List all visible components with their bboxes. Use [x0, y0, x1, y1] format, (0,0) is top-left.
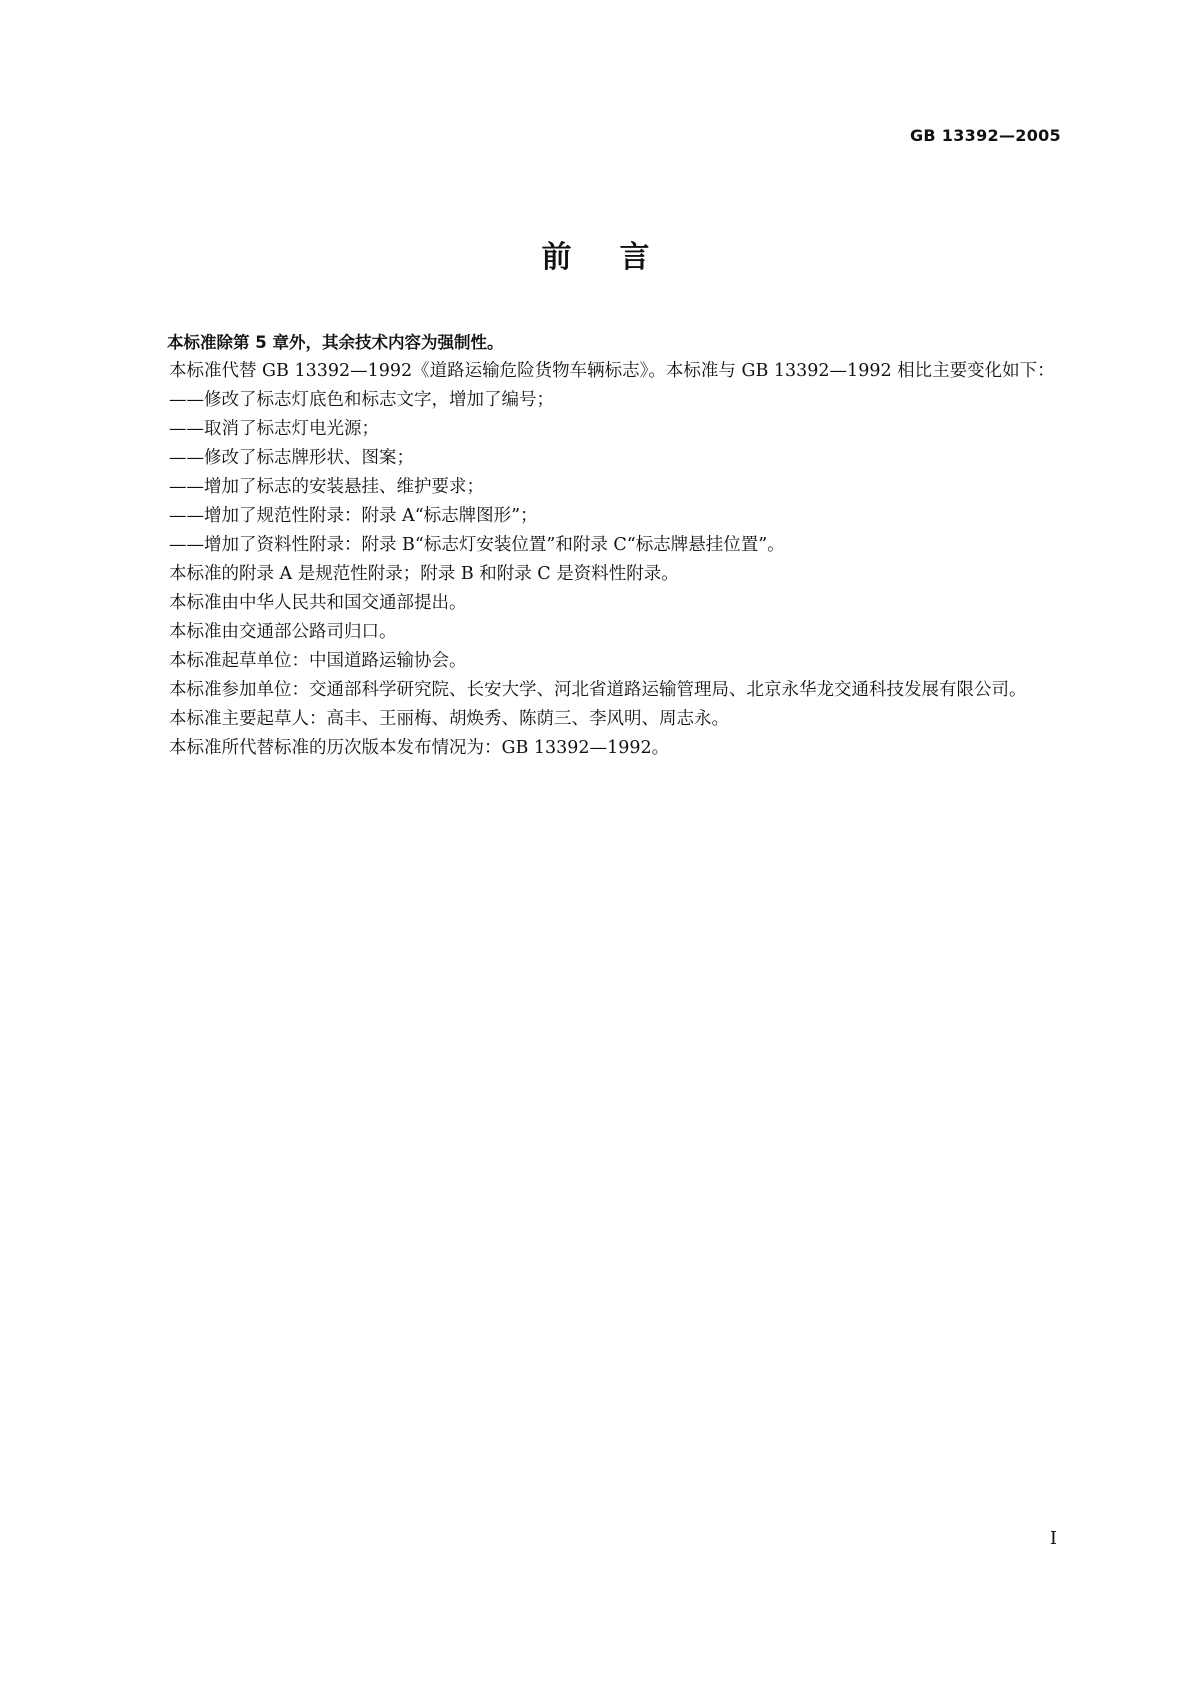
replaces-paragraph: 本标准代替 GB 13392—1992《道路运输危险货物车辆标志》。本标准与 GB 13392—1992 相比主要变化如下： [169, 361, 1055, 381]
page-title: 前言 [541, 240, 698, 275]
change-item: ——修改了标志牌形状、图案； [169, 448, 414, 468]
change-item: ——修改了标志灯底色和标志文字，增加了编号； [169, 390, 554, 410]
mandatory-statement: 本标准除第 5 章外，其余技术内容为强制性。 [167, 333, 504, 352]
standard-code: GB 13392—2005 [910, 126, 1061, 145]
document-body [134, 328, 1061, 763]
drafting-unit-paragraph: 本标准起草单位：中国道路运输协会。 [169, 651, 467, 671]
history-paragraph: 本标准所代替标准的历次版本发布情况为：GB 13392—1992。 [169, 738, 670, 758]
page-number: I [1049, 1528, 1057, 1549]
change-item: ——增加了资料性附录：附录 B“标志灯安装位置”和附录 C“标志牌悬挂位置”。 [169, 535, 785, 555]
appendix-paragraph: 本标准的附录 A 是规范性附录；附录 B 和附录 C 是资料性附录。 [169, 564, 679, 584]
managed-paragraph: 本标准由交通部公路司归口。 [169, 622, 397, 642]
proposed-paragraph: 本标准由中华人民共和国交通部提出。 [169, 593, 467, 613]
change-item: ——取消了标志灯电光源； [169, 419, 379, 439]
change-item: ——增加了规范性附录：附录 A“标志牌图形”； [169, 506, 538, 526]
change-item: ——增加了标志的安装悬挂、维护要求； [169, 477, 484, 497]
participating-units-paragraph: 本标准参加单位：交通部科学研究院、长安大学、河北省道路运输管理局、北京永华龙交通科技发展有限公司。 [169, 680, 1027, 700]
drafters-paragraph: 本标准主要起草人：高丰、王丽梅、胡焕秀、陈荫三、李风明、周志永。 [169, 709, 729, 729]
